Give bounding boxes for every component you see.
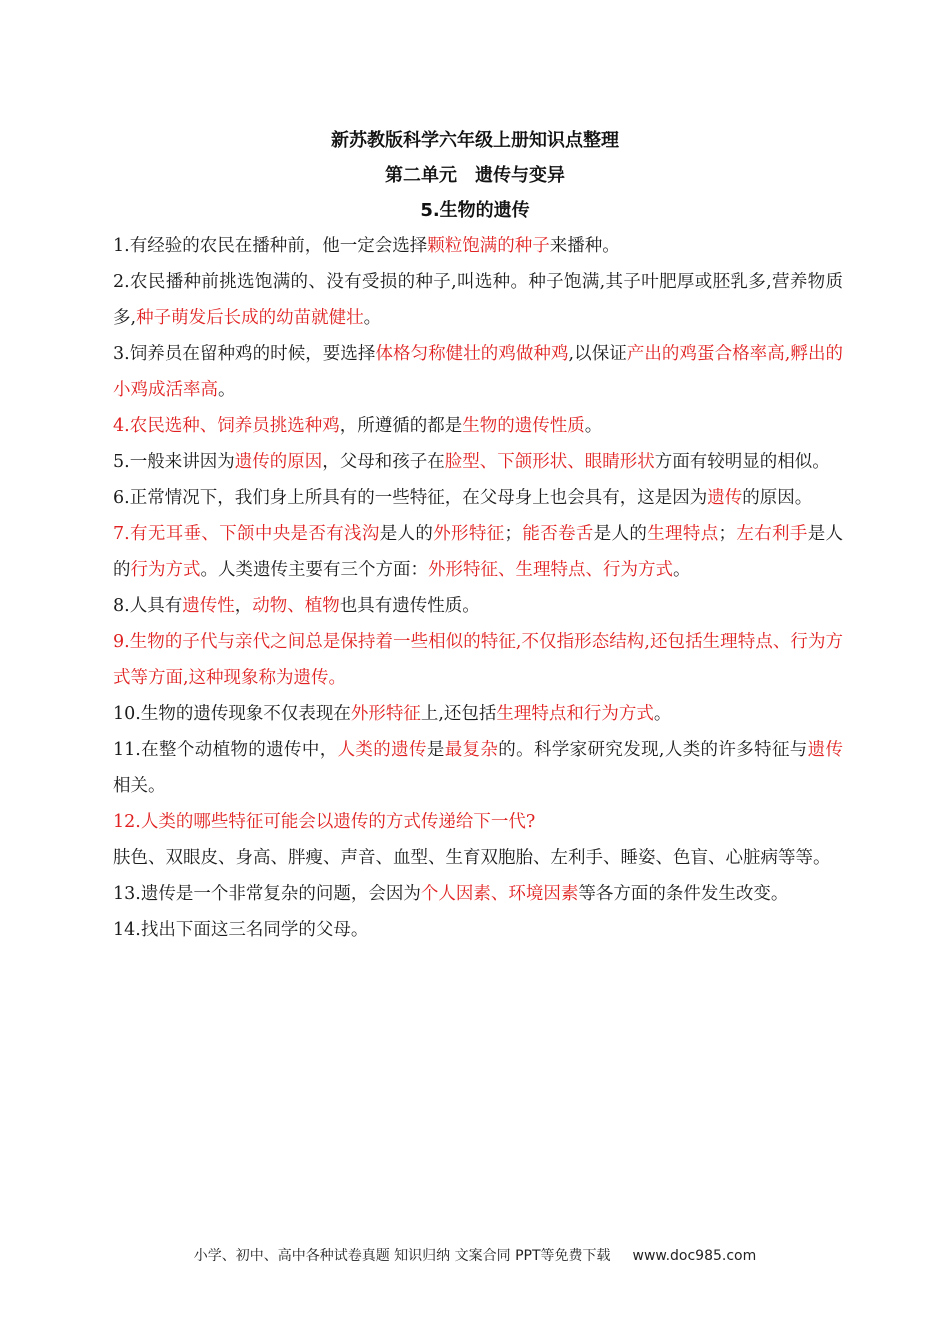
text-segment: ，所遵循的都是 bbox=[339, 416, 463, 436]
text-segment: 13.遗传是一个非常复杂的问题，会因为 bbox=[113, 884, 421, 904]
text-segment: 方面有较明显的相似。 bbox=[654, 452, 830, 472]
highlighted-text: 体格匀称健壮的鸡做种鸡 bbox=[375, 344, 569, 364]
footer-text: 小学、初中、高中各种试卷真题 知识归纳 文案合同 PPT等免费下载 bbox=[193, 1248, 611, 1264]
text-segment: 是人的 bbox=[379, 524, 434, 544]
note-paragraph bbox=[113, 444, 843, 480]
text-segment: ； bbox=[718, 524, 737, 544]
text-segment: 2.农民播种前挑选饱满的、没有受损的种子,叫选种。种子饱满,其子叶肥厚或胚乳多,营养物质多, bbox=[113, 272, 843, 328]
text-segment: 的原因。 bbox=[742, 488, 813, 508]
note-paragraph bbox=[113, 624, 843, 696]
text-segment: 8.人具有 bbox=[113, 596, 183, 616]
text-segment: 。 bbox=[218, 380, 236, 400]
text-segment: 来播种。 bbox=[549, 236, 620, 256]
text-segment: 是 bbox=[426, 740, 445, 760]
highlighted-text: 个人因素、环境因素 bbox=[420, 884, 579, 904]
text-segment: 10.生物的遗传现象不仅表现在 bbox=[113, 704, 351, 724]
highlighted-text: 最复杂 bbox=[444, 740, 499, 760]
highlighted-text: 脸型、下颌形状、眼睛形状 bbox=[444, 452, 655, 472]
highlighted-text: 生理特点 bbox=[647, 524, 719, 544]
highlighted-text: 外形特征 bbox=[350, 704, 421, 724]
text-segment: 是人的 bbox=[593, 524, 648, 544]
text-segment: ,以保证 bbox=[568, 344, 627, 364]
text-segment: 。 bbox=[363, 308, 382, 328]
text-segment: 。 bbox=[673, 560, 691, 580]
text-segment: 5.一般来讲因为 bbox=[113, 452, 235, 472]
highlighted-text: 遗传的原因 bbox=[234, 452, 323, 472]
text-segment: 6.正常情况下，我们身上所具有的一些特征，在父母身上也会具有，这是因为 bbox=[113, 488, 708, 508]
highlighted-text: 遗传 bbox=[707, 488, 743, 508]
text-segment: 的。科学家研究发现,人类的许多特征与 bbox=[498, 740, 808, 760]
note-paragraph bbox=[113, 588, 843, 624]
note-paragraph bbox=[113, 228, 843, 264]
highlighted-text: 12.人类的哪些特征可能会以遗传的方式传递给下一代? bbox=[113, 812, 536, 832]
highlighted-text: 人类的遗传 bbox=[337, 740, 427, 760]
note-paragraph bbox=[113, 264, 843, 336]
text-segment: 上,还包括 bbox=[420, 704, 497, 724]
text-segment: 也具有遗传性质。 bbox=[339, 596, 480, 616]
footer-url: www.doc985.com bbox=[632, 1248, 757, 1264]
highlighted-text: 4.农民选种、饲养员挑选种鸡 bbox=[113, 416, 340, 436]
highlighted-text: 颗粒饱满的种子 bbox=[427, 236, 550, 256]
note-paragraph bbox=[113, 732, 843, 804]
note-paragraph bbox=[113, 336, 843, 408]
text-segment: 等各方面的条件发生改变。 bbox=[578, 884, 789, 904]
highlighted-text: 遗传 bbox=[807, 740, 844, 760]
document-title: 新苏教版科学六年级上册知识点整理 bbox=[331, 130, 619, 151]
highlighted-text: 外形特征、生理特点、行为方式 bbox=[428, 560, 673, 580]
text-segment: 14.找出下面这三名同学的父母。 bbox=[113, 920, 369, 940]
highlighted-text: 行为方式 bbox=[130, 560, 201, 580]
note-paragraph bbox=[113, 840, 843, 876]
lesson-heading: 5.生物的遗传 bbox=[420, 200, 530, 221]
highlighted-text: 9.生物的子代与亲代之间总是保持着一些相似的特征,不仅指形态结构,还包括生理特点、行为方式等方面,这种现象称为遗传。 bbox=[113, 632, 843, 688]
highlighted-text: 生物的遗传性质 bbox=[462, 416, 585, 436]
highlighted-text: 种子萌发后长成的幼苗就健壮 bbox=[136, 308, 364, 328]
note-paragraph bbox=[113, 516, 843, 588]
unit-heading: 第二单元 遗传与变异 bbox=[385, 165, 565, 186]
highlighted-text: 遗传性 bbox=[182, 596, 235, 616]
text-segment: 。人类遗传主要有三个方面： bbox=[200, 560, 428, 580]
text-segment: ； bbox=[504, 524, 523, 544]
text-segment: 。 bbox=[653, 704, 672, 724]
text-segment: 11.在整个动植物的遗传中， bbox=[113, 740, 338, 760]
page-footer bbox=[0, 1245, 950, 1265]
text-segment: 1.有经验的农民在播种前，他一定会选择 bbox=[113, 236, 428, 256]
note-paragraph bbox=[113, 912, 843, 948]
notes-body bbox=[113, 228, 843, 948]
note-paragraph bbox=[113, 696, 843, 732]
highlighted-text: 能否卷舌 bbox=[522, 524, 594, 544]
highlighted-text: 动物、植物 bbox=[252, 596, 340, 616]
highlighted-text: 生理特点和行为方式 bbox=[496, 704, 654, 724]
text-segment: ，父母和孩子在 bbox=[322, 452, 445, 472]
text-segment: 是人的 bbox=[113, 524, 844, 580]
note-paragraph bbox=[113, 480, 843, 516]
highlighted-text: 7.有无耳垂、下颌中央是否有浅沟 bbox=[113, 524, 380, 544]
highlighted-text: 产出的鸡蛋合格率高,孵出的小鸡成活率高 bbox=[113, 344, 844, 400]
highlighted-text: 左右利手 bbox=[736, 524, 808, 544]
highlighted-text: 外形特征 bbox=[433, 524, 505, 544]
text-segment: 。 bbox=[584, 416, 603, 436]
text-segment: 相关。 bbox=[113, 776, 166, 796]
note-paragraph bbox=[113, 876, 843, 912]
note-paragraph bbox=[113, 804, 843, 840]
text-segment: 肤色、双眼皮、身高、胖瘦、声音、血型、生育双胞胎、左利手、睡姿、色盲、心脏病等等。 bbox=[113, 848, 831, 868]
text-segment: 3.饲养员在留种鸡的时候，要选择 bbox=[113, 344, 376, 364]
text-segment: ， bbox=[234, 596, 253, 616]
note-paragraph bbox=[113, 408, 843, 444]
